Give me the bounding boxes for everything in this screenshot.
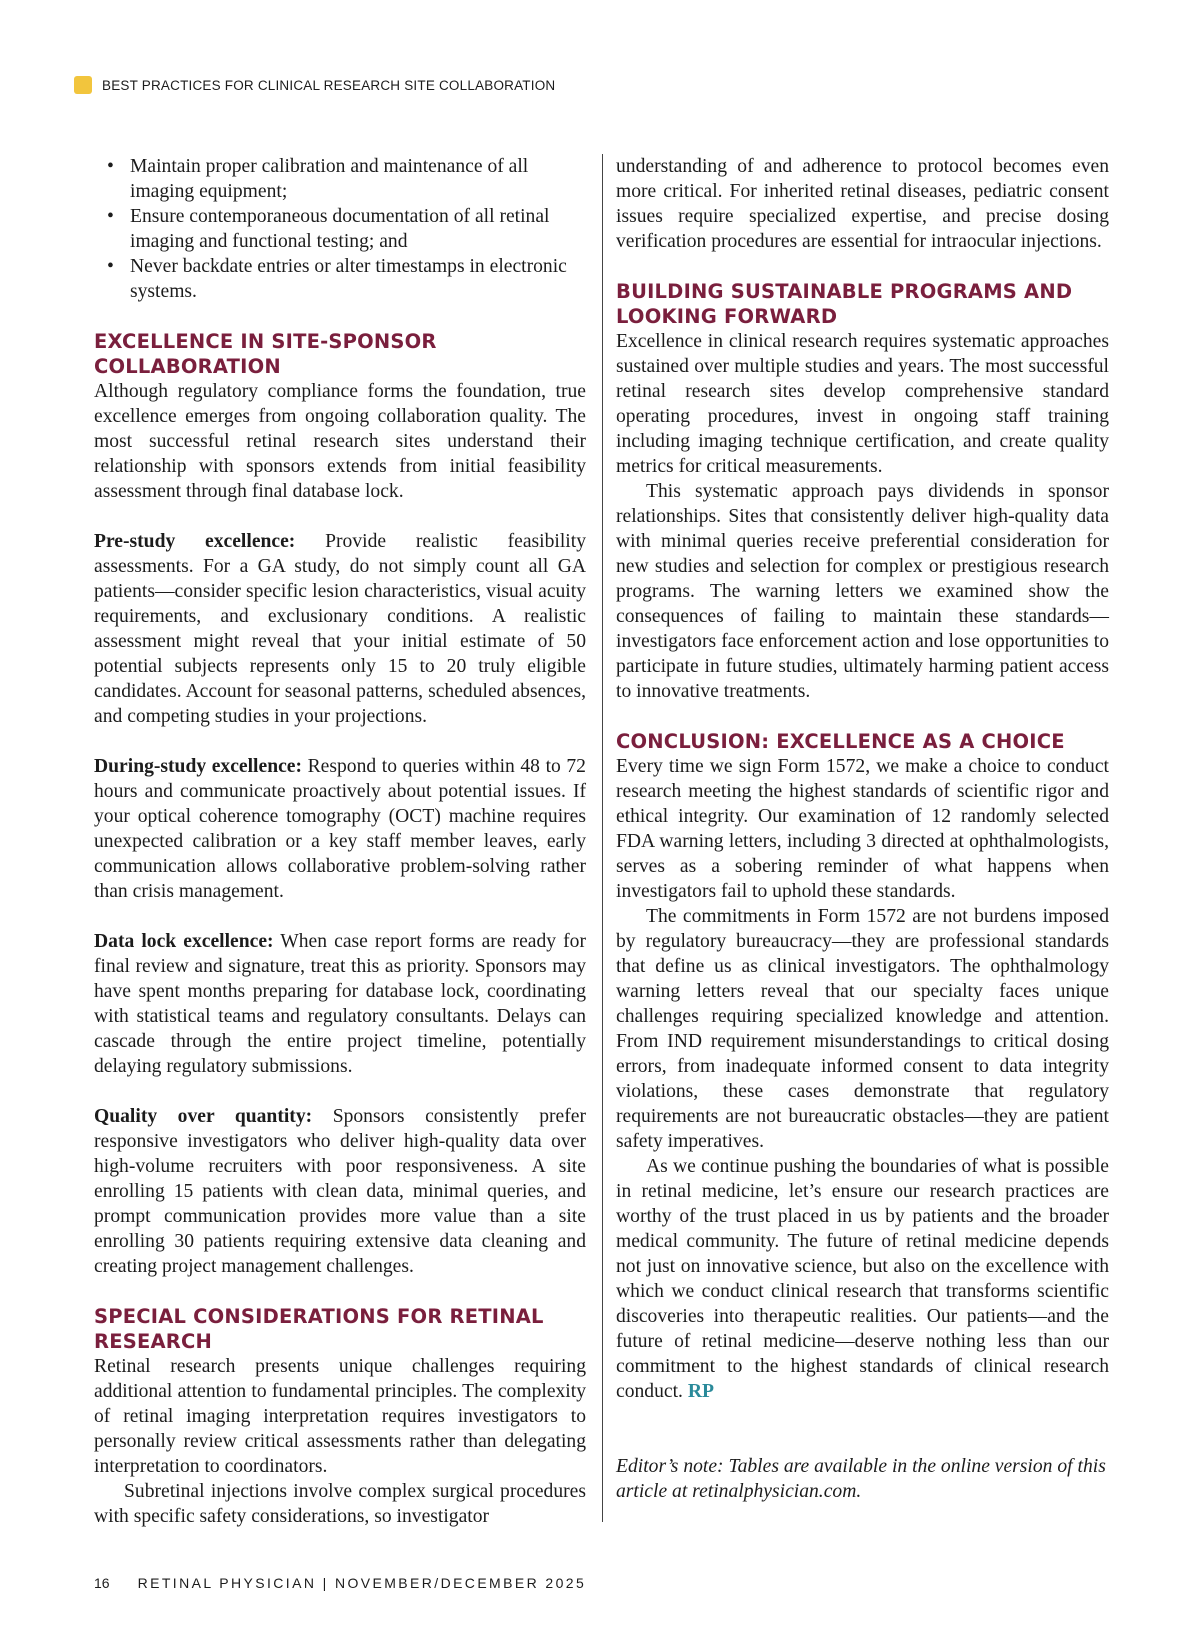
paragraph: Excellence in clinical research requires systematic approaches sustained over multiple studies and years. The most successful retinal research sites develop comprehensive standard operating procedures, invest in ongoing staff training including imaging technique certification, and create quality metrics for critical measurements. bbox=[616, 331, 1109, 477]
running-header bbox=[74, 74, 555, 96]
heading-special-considerations: SPECIAL CONSIDERATIONS FOR RETINAL RESEARCH bbox=[94, 1305, 544, 1353]
list-item: • Maintain proper calibration and maintenance of all imaging equipment; bbox=[130, 154, 586, 204]
paragraph-text: When case report forms are ready for final review and signature, treat this as priority. Sponsors may have spent months preparing for database lock, coordinating with statistical teams and regulatory consultants. Delays can cascade through the entire project timeline, potentially delaying regulatory submissions. bbox=[94, 931, 586, 1077]
paragraph: Subretinal injections involve complex surgical procedures with specific safety considerations, so investigator bbox=[94, 1481, 586, 1527]
paragraph-text: Sponsors consistently prefer responsive investigators who deliver high-quality data over high-volume recruiters with poor responsiveness. A site enrolling 15 patients with clean data, minimal queries, and prompt communication provides more value than a site enrolling 30 patients requiring extensive data cleaning and creating project management challenges. bbox=[94, 1106, 586, 1277]
paragraph-text: Provide realistic feasibility assessments. For a GA study, do not simply count all GA patients—consider specific lesion characteristics, visual acuity requirements, and exclusionary conditions. A realistic assessment might reveal that your initial estimate of 50 potential subjects represents only 15 to 20 truly eligible candidates. Account for seasonal patterns, scheduled absences, and competing studies in your projections. bbox=[94, 531, 586, 727]
lead-in: During-study excellence: bbox=[94, 756, 303, 777]
paragraph: Although regulatory compliance forms the foundation, true excellence emerges from ongoing collaboration quality. The most successful retinal research sites understand their relationship with sponsors extends from initial feasibility assessment through final database lock. bbox=[94, 381, 586, 502]
lead-in: Data lock excellence: bbox=[94, 931, 274, 952]
page-footer bbox=[94, 1575, 586, 1591]
paragraph-quality bbox=[94, 1104, 586, 1279]
heading-site-sponsor-collaboration: EXCELLENCE IN SITE-SPONSOR COLLABORATION bbox=[94, 330, 437, 378]
paragraph: Every time we sign Form 1572, we make a choice to conduct research meeting the highest standards of scientific rigor and ethical integrity. Our examination of 12 randomly selected FDA warning letters, including 3 directed at ophthalmologists, serves as a sobering reminder of what happens when investigators fail to uphold these standards. bbox=[616, 756, 1109, 902]
page-number: 16 bbox=[94, 1575, 110, 1591]
lead-in: Quality over quantity: bbox=[94, 1106, 313, 1127]
bullet-list bbox=[94, 154, 586, 304]
paragraph: understanding of and adherence to protocol becomes even more critical. For inherited retinal diseases, pediatric consent issues require specialized expertise, and precise dosing verification procedures are essential for intraocular injections. bbox=[616, 156, 1109, 252]
paragraph-text: As we continue pushing the boundaries of what is possible in retinal medicine, let’s ensure our research practices are worthy of the trust placed in us by patients and the broader medical community. The future of retinal medicine depends not just on innovative science, but also on the excellence with which we conduct clinical research that transforms scientific discoveries into therapeutic realities. Our patients—and the future of retinal medicine—deserve nothing less than our commitment to the highest standards of clinical research conduct. bbox=[616, 1156, 1109, 1402]
paragraph-data-lock bbox=[94, 929, 586, 1079]
end-mark: RP bbox=[687, 1381, 714, 1402]
paragraph: The commitments in Form 1572 are not burdens imposed by regulatory bureaucracy—they are professional standards that define us as clinical investigators. The ophthalmology warning letters reveal that our specialty faces unique challenges requiring specialized knowledge and attention. From IND requirement misunderstandings to critical dosing errors, from inadequate informed consent to data integrity violations, these cases demonstrate that regulatory requirements are not bureaucratic obstacles—they are patient safety imperatives. bbox=[616, 906, 1109, 1152]
heading-conclusion: CONCLUSION: EXCELLENCE AS A CHOICE bbox=[616, 730, 1065, 753]
column-divider bbox=[602, 154, 603, 1522]
paragraph-final bbox=[616, 1154, 1109, 1404]
left-column bbox=[94, 154, 586, 1529]
publication-line: RETINAL PHYSICIAN | NOVEMBER/DECEMBER 2025 bbox=[137, 1575, 587, 1591]
paragraph-text: Respond to queries within 48 to 72 hours and communicate proactively about potential issues. If your optical coherence tomography (OCT) machine requires unexpected calibration or a key staff member leaves, early communication allows collaborative problem-solving rather than crisis management. bbox=[94, 756, 586, 902]
paragraph: This systematic approach pays dividends in sponsor relationships. Sites that consistently deliver high-quality data with minimal queries receive preferential consideration for new studies and selection for complex or prestigious research programs. The warning letters we examined show the consequences of failing to maintain these standards—investigators face enforcement action and lose opportunities to participate in future studies, ultimately harming patient access to innovative treatments. bbox=[616, 481, 1109, 702]
paragraph-pre-study bbox=[94, 529, 586, 729]
paragraph: Retinal research presents unique challenges requiring additional attention to fundamental principles. The complexity of retinal imaging interpretation requires investigators to personally review critical assessments rather than delegating interpretation to coordinators. bbox=[94, 1356, 586, 1477]
lead-in: Pre-study excellence: bbox=[94, 531, 296, 552]
paragraph-during-study bbox=[94, 754, 586, 904]
running-title: BEST PRACTICES FOR CLINICAL RESEARCH SITE COLLABORATION bbox=[102, 77, 556, 93]
list-item: • Ensure contemporaneous documentation of all retinal imaging and functional testing; and bbox=[130, 204, 586, 254]
editor-note: Editor’s note: Tables are available in the online version of this article at retinalphysician.com. bbox=[616, 1456, 1106, 1502]
list-item: • Never backdate entries or alter timestamps in electronic systems. bbox=[130, 254, 586, 304]
right-column bbox=[616, 154, 1109, 1504]
heading-sustainable-programs: BUILDING SUSTAINABLE PROGRAMS AND LOOKING FORWARD bbox=[616, 280, 1073, 328]
header-accent-square bbox=[74, 76, 92, 94]
